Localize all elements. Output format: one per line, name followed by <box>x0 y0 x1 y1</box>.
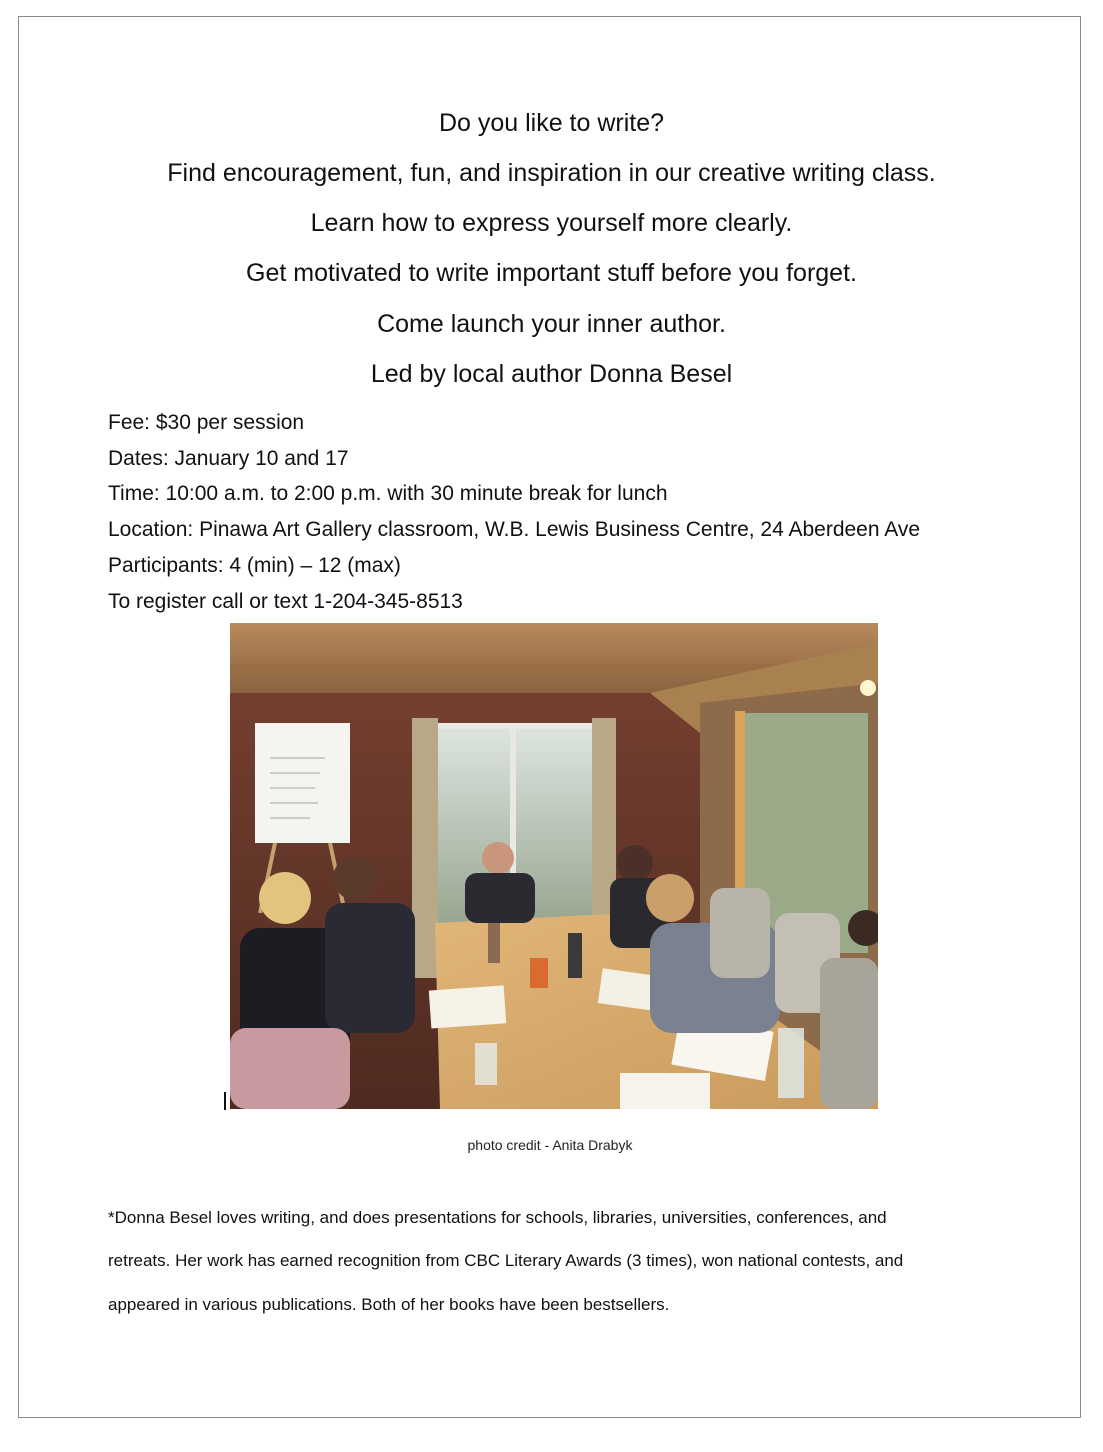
detail-participants: Participants: 4 (min) – 12 (max) <box>108 554 401 577</box>
bio-line-3: appeared in various publications. Both of her books have been bestsellers. <box>108 1295 670 1314</box>
headline-question: Do you like to write? <box>438 109 665 137</box>
text-cursor <box>224 1092 226 1110</box>
detail-dates: Dates: January 10 and 17 <box>108 447 349 470</box>
class-photo <box>230 623 878 1109</box>
detail-fee: Fee: $30 per session <box>108 411 305 434</box>
bio-line-2: retreats. Her work has earned recognition from CBC Literary Awards (3 times), won national contests, and <box>108 1251 904 1270</box>
headline-motivated: Get motivated to write important stuff before you forget. <box>246 259 857 287</box>
headline-encouragement: Find encouragement, fun, and inspiration in our creative writing class. <box>167 159 936 187</box>
headline-led-by: Led by local author Donna Besel <box>370 360 733 388</box>
detail-time: Time: 10:00 a.m. to 2:00 p.m. with 30 minute break for lunch <box>108 482 668 505</box>
headline-launch: Come launch your inner author. <box>377 310 726 338</box>
detail-register: To register call or text 1-204-345-8513 <box>108 590 463 613</box>
bio-line-1: *Donna Besel loves writing, and does presentations for schools, libraries, universities, conferences, and <box>108 1208 887 1227</box>
detail-location: Location: Pinawa Art Gallery classroom, W.B. Lewis Business Centre, 24 Aberdeen Ave <box>108 518 921 541</box>
photo-credit: photo credit - Anita Drabyk <box>467 1137 633 1153</box>
headline-express: Learn how to express yourself more clearly. <box>310 209 793 237</box>
